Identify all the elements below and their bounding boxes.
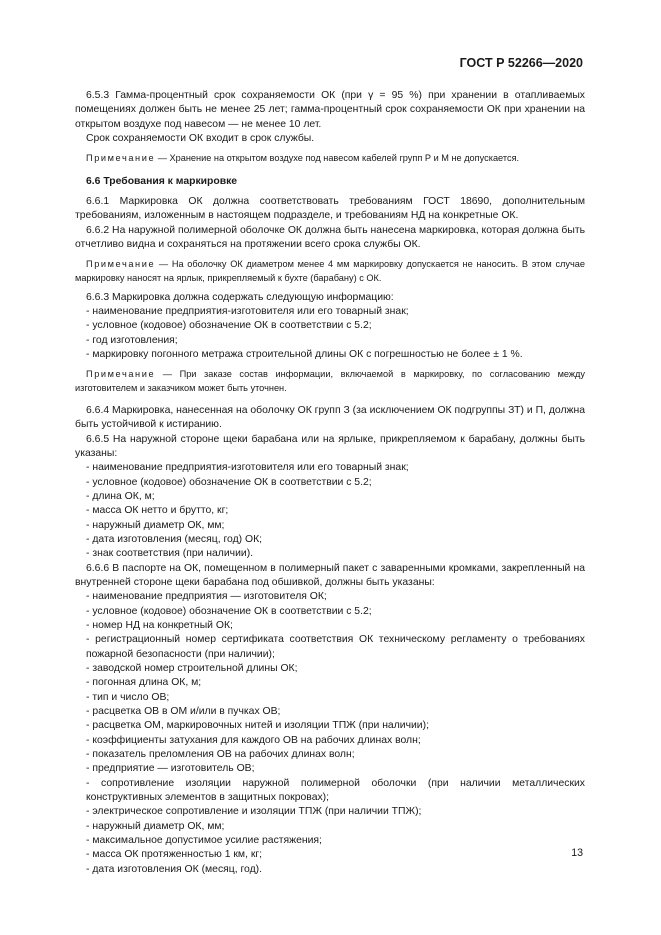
page-number: 13 (571, 847, 583, 859)
list-item: - расцветка ОВ в ОМ и/или в пучках ОВ; (86, 706, 281, 718)
list-6-6-5 (75, 461, 585, 561)
list-item: - погонная длина ОК, м; (86, 677, 202, 689)
note-label: Примечание (86, 259, 156, 270)
note-text: — При заказе состав информации, включаемой в маркировку, по согласованию между изготовителем и заказчиком может быть уточнен. (75, 369, 585, 393)
document-header-id: ГОСТ Р 52266—2020 (459, 56, 583, 70)
note-order-marking (75, 368, 585, 394)
paragraph-6-6-2: 6.6.2 На наружной полимерной оболочке ОК должна быть нанесена маркировка, которая должна быть отчетливо видна и сохраняться на протяжении всего срока службы ОК. (75, 224, 585, 250)
list-item: - масса ОК протяженностью 1 км, кг; (86, 849, 263, 861)
list-item: - год изготовления; (86, 334, 178, 346)
note-text: — Хранение на открытом воздухе под навесом кабелей групп Р и М не допускается. (155, 153, 520, 164)
list-item: - знак соответствия (при наличии). (86, 548, 254, 560)
paragraph-6-6-1: 6.6.1 Маркировка ОК должна соответствовать требованиям ГОСТ 18690, дополнительным требованиям, изложенным в настоящем подразделе, и требованиям НД на конкретные ОК. (75, 195, 585, 222)
list-6-6-6 (75, 590, 585, 877)
list-item: - сопротивление изоляции наружной полимерной оболочки (при наличии металлических конструктивных элементов в защитных покровах); (86, 777, 585, 804)
list-item: - регистрационный номер сертификата соответствия ОК техническому регламенту о требованиях пожарной безопасности (при наличии); (86, 634, 585, 660)
list-item: - наименование предприятия — изготовителя ОК; (86, 591, 327, 603)
list-item: - расцветка ОМ, маркировочных нитей и изоляции ТПЖ (при наличии); (86, 720, 429, 732)
page-body (75, 89, 585, 877)
list-item: - наружный диаметр ОК, мм; (86, 820, 225, 832)
list-item: - коэффициенты затухания для каждого ОВ на рабочих длинах волн; (86, 734, 421, 746)
list-item: - условное (кодовое) обозначение ОК в соответствии с 5.2; (86, 320, 372, 332)
note-small-diameter (75, 258, 585, 284)
paragraph-6-6-4: 6.6.4 Маркировка, нанесенная на оболочку ОК групп З (за исключением ОК подгруппы ЗТ) и П, должна быть устойчивой к истиранию. (75, 404, 585, 431)
paragraph-6-6-5-intro: 6.6.5 На наружной стороне щеки барабана или на ярлыке, прикрепляемом к барабану, должны быть указаны: (75, 433, 585, 459)
list-item: - дата изготовления (месяц, год) ОК; (86, 533, 263, 545)
list-item: - наименование предприятия-изготовителя или его товарный знак; (86, 462, 409, 474)
note-storage (75, 152, 585, 165)
list-item: - предприятие — изготовитель ОВ; (86, 763, 255, 775)
list-item: - наружный диаметр ОК, мм; (86, 519, 225, 531)
list-item: - номер НД на конкретный ОК; (86, 619, 233, 631)
list-item: - длина ОК, м; (86, 490, 155, 502)
list-item: - максимальное допустимое усилие растяжения; (86, 835, 322, 847)
list-item: - масса ОК нетто и брутто, кг; (86, 505, 229, 517)
note-label: Примечание (86, 369, 156, 380)
list-item: - тип и число ОВ; (86, 691, 170, 703)
list-item: - маркировку погонного метража строительной длины ОК с погрешностью не более ± 1 %. (86, 349, 523, 361)
list-item: - заводской номер строительной длины ОК; (86, 663, 298, 675)
paragraph-6-6-6-intro: 6.6.6 В паспорте на ОК, помещенном в полимерный пакет с заваренными кромками, закрепленный на внутренней стороне щеки барабана под обшивкой, должны быть указаны: (75, 562, 585, 588)
note-label: Примечание (86, 153, 156, 164)
paragraph-6-5-3-service-life: Срок сохраняемости ОК входит в срок службы. (86, 133, 315, 145)
list-item: - электрическое сопротивление и изоляции ТПЖ (при наличии ТПЖ); (86, 806, 422, 818)
paragraph-6-6-3-intro: 6.6.3 Маркировка должна содержать следующую информацию: (86, 291, 394, 303)
list-item: - дата изготовления ОК (месяц, год). (86, 863, 263, 875)
list-item: - показатель преломления ОВ на рабочих длинах волн; (86, 749, 355, 761)
list-6-6-3 (75, 305, 585, 362)
list-item: - наименование предприятия-изготовителя или его товарный знак; (86, 306, 409, 318)
note-text: — На оболочку ОК диаметром менее 4 мм маркировку допускается не наносить. В этом случае маркировку наносят на ярлык, прикрепляемый к бухте (барабану) с ОК. (75, 259, 585, 283)
paragraph-6-5-3: 6.5.3 Гамма-процентный срок сохраняемости ОК (при γ = 95 %) при хранении в отапливаемых помещениях должен быть не менее 25 лет; гамма-процентный срок сохраняемости ОК при хранении на открытом воздухе под навесом — не менее 10 лет. (75, 90, 585, 130)
section-heading-6-6: 6.6 Требования к маркировке (86, 175, 238, 187)
list-item: - условное (кодовое) обозначение ОК в соответствии с 5.2; (86, 605, 372, 617)
list-item: - условное (кодовое) обозначение ОК в соответствии с 5.2; (86, 476, 372, 488)
